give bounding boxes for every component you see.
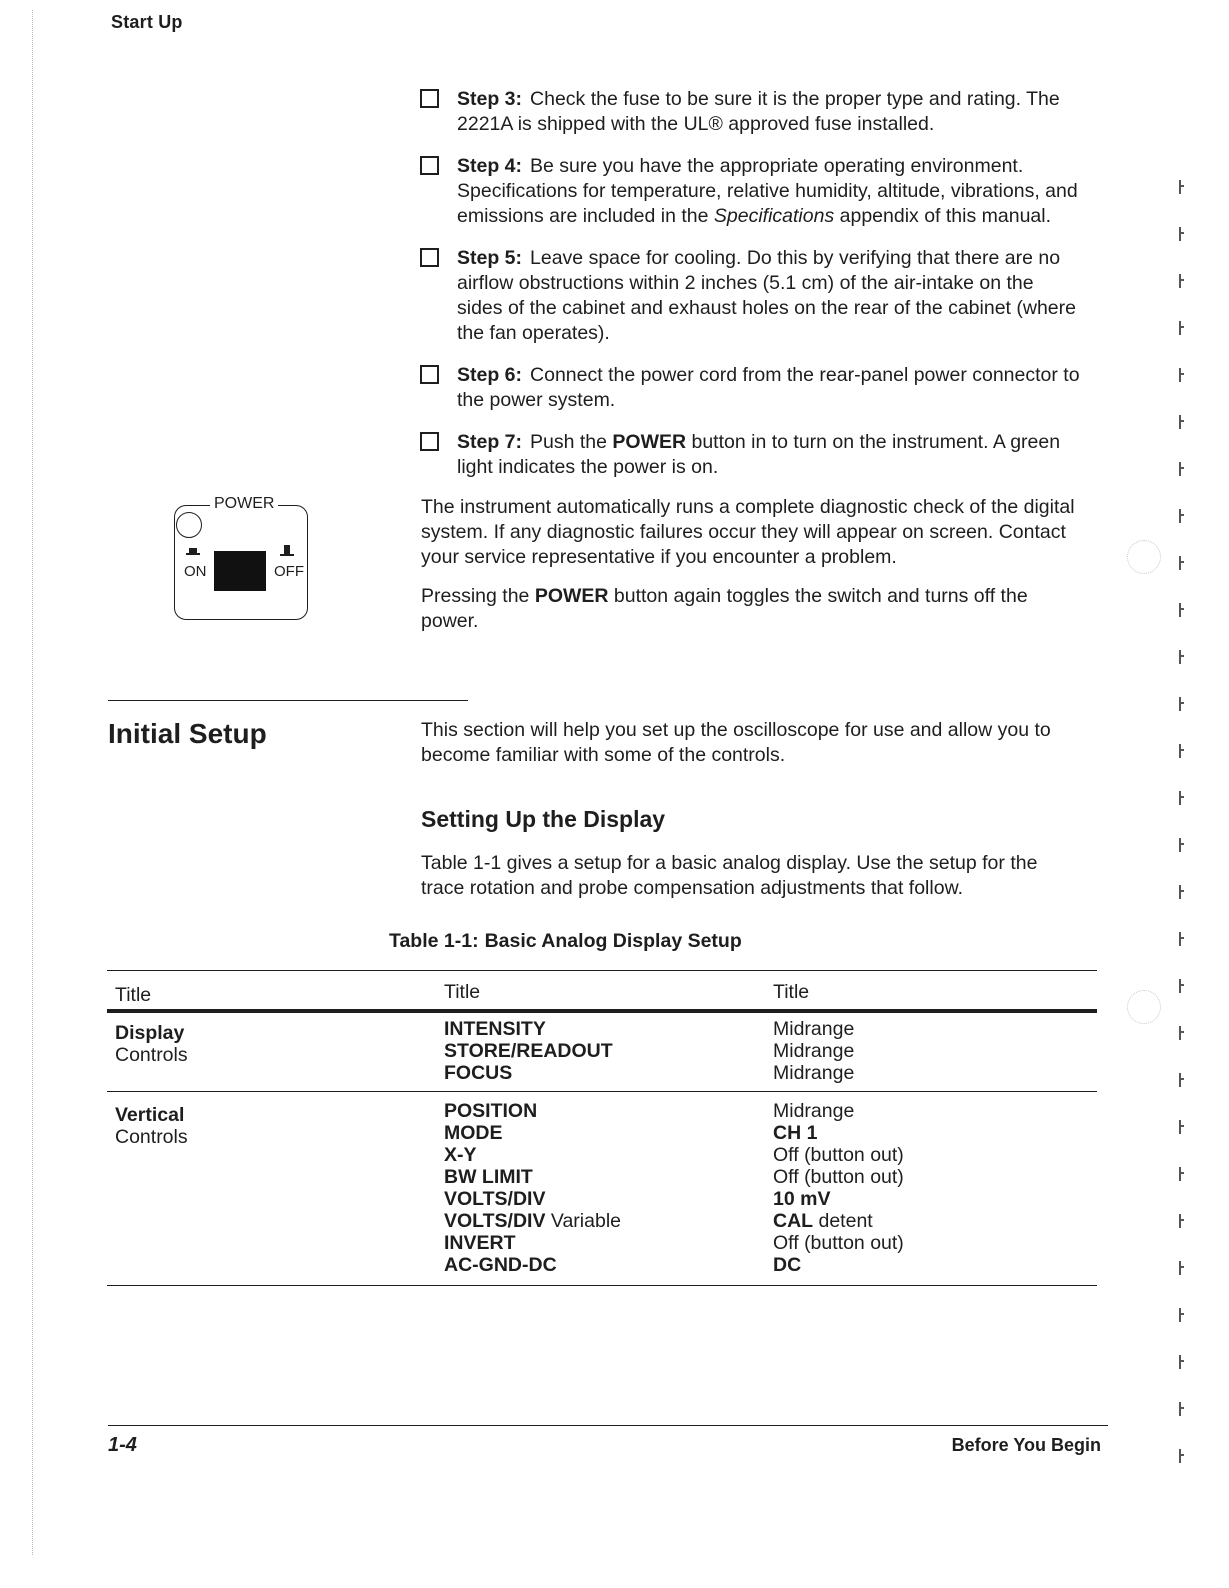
- binder-mark-icon: [1176, 1214, 1186, 1228]
- binder-mark-icon: [1176, 744, 1186, 758]
- step-4: Step 4: Be sure you have the appropriate operating environment. Specifications for temperature, relative humidity, altitude, vibrations, and emissions are included in the Specifications appendix of this manual.: [420, 154, 1110, 229]
- step-3: Step 3: Check the fuse to be sure it is the proper type and rating. The 2221A is shipped with the UL® approved fuse installed.: [420, 87, 1110, 137]
- binder-mark-icon: [1176, 415, 1186, 429]
- section-divider: [108, 700, 468, 701]
- table-controls-cell: INTENSITY STORE/READOUT FOCUS: [444, 1018, 613, 1084]
- power-diagram-title: POWER: [210, 495, 278, 513]
- binder-mark-icon: [1176, 556, 1186, 570]
- binder-mark-icon: [1176, 509, 1186, 523]
- table-settings-cell: Midrange CH 1 Off (button out) Off (button out) 10 mV CAL detent Off (button out) DC: [773, 1100, 904, 1276]
- punch-hole-icon: [1127, 990, 1161, 1024]
- table-settings-cell: Midrange Midrange Midrange: [773, 1018, 855, 1084]
- binder-mark-icon: [1176, 368, 1186, 382]
- binder-mark-icon: [1176, 697, 1186, 711]
- step-5: Step 5: Leave space for cooling. Do this by verifying that there are no airflow obstructions within 2 inches (5.1 cm) of the air-intake on the sides of the cabinet and exhaust holes on the rear of the cabinet (where the fan operates).: [420, 246, 1110, 346]
- power-button-graphic: [214, 551, 266, 591]
- table-row-group-label: Vertical Controls: [115, 1104, 188, 1148]
- chapter-title: Before You Begin: [951, 1435, 1101, 1455]
- page-edge-line: [32, 10, 33, 1555]
- subsection-text: Table 1-1 gives a setup for a basic analog display. Use the setup for the trace rotation and probe compensation adjustments that follow.: [421, 852, 1038, 899]
- binder-mark-icon: [1176, 180, 1186, 194]
- button-out-icon: [186, 548, 200, 556]
- binder-mark-icon: [1176, 885, 1186, 899]
- table-header-cell: Title: [115, 984, 152, 1006]
- punch-hole-icon: [1127, 540, 1161, 574]
- table-row-rule: [107, 1091, 1097, 1092]
- section-intro: This section will help you set up the oscilloscope for use and allow you to become familiar with some of the controls.: [421, 719, 1051, 766]
- binder-mark-icon: [1176, 462, 1186, 476]
- binder-mark-icon: [1176, 321, 1186, 335]
- power-off-label: OFF: [274, 563, 304, 580]
- section-title: Initial Setup: [108, 718, 267, 749]
- power-on-label: ON: [184, 563, 207, 580]
- table-header-rule: [107, 1009, 1097, 1013]
- binder-mark-icon: [1176, 1261, 1186, 1275]
- binder-mark-icon: [1176, 1073, 1186, 1087]
- checkbox-icon[interactable]: [420, 365, 439, 384]
- table-bottom-rule: [107, 1285, 1097, 1286]
- step-6: Step 6: Connect the power cord from the rear-panel power connector to the power system.: [420, 363, 1110, 413]
- step-label: Step 4:: [457, 155, 523, 177]
- table-header-cell: Title: [444, 981, 481, 1003]
- toggle-paragraph: Pressing the POWER button again toggles the switch and turns off the power.: [421, 585, 1028, 632]
- binder-mark-icon: [1176, 791, 1186, 805]
- diagnostic-paragraph: The instrument automatically runs a complete diagnostic check of the digital system. If any diagnostic failures occur they will appear on screen. Contact your service representative if you encounter a problem.: [421, 496, 1075, 568]
- binder-mark-icon: [1176, 650, 1186, 664]
- section-header: Start Up: [111, 12, 183, 32]
- table-caption: Table 1-1: Basic Analog Display Setup: [389, 930, 742, 952]
- subsection-title: Setting Up the Display: [421, 806, 666, 832]
- table-top-rule: [107, 970, 1097, 971]
- binder-mark-icon: [1176, 979, 1186, 993]
- checkbox-icon[interactable]: [420, 248, 439, 267]
- step-label: Step 5:: [457, 247, 523, 269]
- checkbox-icon[interactable]: [420, 89, 439, 108]
- button-in-icon: [280, 545, 294, 557]
- binder-mark-icon: [1176, 1308, 1186, 1322]
- table-controls-cell: POSITION MODE X-Y BW LIMIT VOLTS/DIV VOLTS/DIV Variable INVERT AC-GND-DC: [444, 1100, 621, 1276]
- binder-mark-icon: [1176, 838, 1186, 852]
- binder-mark-icon: [1176, 1402, 1186, 1416]
- checkbox-icon[interactable]: [420, 432, 439, 451]
- binder-mark-icon: [1176, 603, 1186, 617]
- binder-mark-icon: [1176, 1120, 1186, 1134]
- binder-mark-icon: [1176, 1167, 1186, 1181]
- table-row-group-label: Display Controls: [115, 1022, 188, 1066]
- step-7: Step 7: Push the POWER button in to turn on the instrument. A green light indicates the power is on.: [420, 430, 1110, 480]
- step-label: Step 7:: [457, 431, 523, 453]
- footer-rule: [108, 1425, 1108, 1426]
- binder-mark-icon: [1176, 932, 1186, 946]
- binder-mark-icon: [1176, 1355, 1186, 1369]
- step-label: Step 6:: [457, 364, 523, 386]
- binder-mark-icon: [1176, 227, 1186, 241]
- step-label: Step 3:: [457, 88, 523, 110]
- table-header-cell: Title: [773, 981, 810, 1003]
- binder-mark-icon: [1176, 1026, 1186, 1040]
- page-number: 1-4: [108, 1434, 137, 1456]
- checkbox-icon[interactable]: [420, 156, 439, 175]
- binder-mark-icon: [1176, 1449, 1186, 1463]
- power-indicator-icon: [176, 512, 202, 538]
- binder-mark-icon: [1176, 274, 1186, 288]
